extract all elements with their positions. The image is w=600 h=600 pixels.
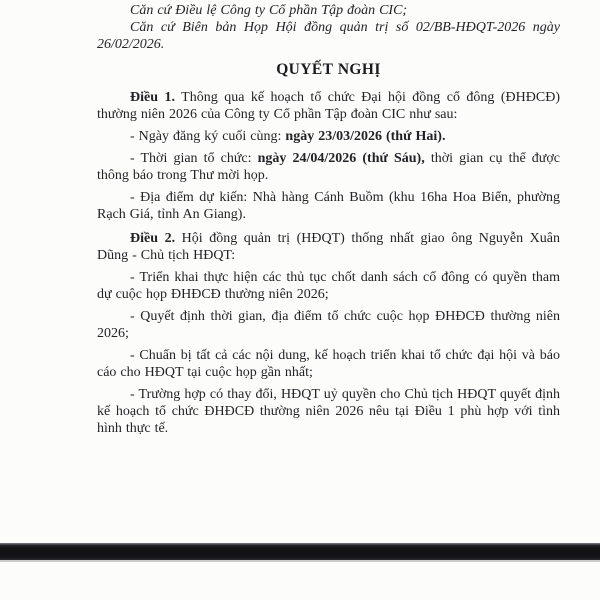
text-run: - Triển khai thực hiện các thủ tục chốt danh sách cổ đông có quyền tham dự cuộc họp ĐHĐCĐ thường niên 2026; (97, 270, 560, 302)
article-lead (97, 230, 560, 264)
document-body (97, 2, 560, 437)
bold-text-run: ngày 24/04/2026 (thứ Sáu), (257, 151, 425, 166)
text-run: Hội đồng quản trị (HĐQT) thống nhất giao ông Nguyễn Xuân Dũng - Chủ tịch HĐQT: (97, 231, 561, 263)
bold-text-run: ngày 23/03/2026 (thứ Hai). (285, 129, 446, 144)
bold-text-run: Điều 1. (130, 90, 175, 105)
article-lead (97, 89, 560, 123)
text-run: thời gian cụ thể được thông báo trong Thư mời họp. (97, 151, 560, 183)
text-run: - Thời gian tổ chức: (130, 151, 258, 166)
text-run: Thông qua kế hoạch tổ chức Đại hội đồng cổ đông (ĐHĐCĐ) thường niên 2026 của Công ty Cổ phần Tập đoàn CIC như sau: (97, 90, 561, 122)
scan-artifact-bar (0, 543, 600, 560)
preamble-line (97, 2, 560, 19)
text-run: - Quyết định thời gian, địa điểm tổ chức cuộc họp ĐHĐCĐ thường niên 2026; (97, 309, 560, 341)
article-item (97, 189, 560, 223)
text-run: - Trường hợp có thay đổi, HĐQT uỷ quyền cho Chủ tịch HĐQT quyết định kế hoạch tổ chức ĐHĐCĐ thường niên 2026 nêu tại Điều 1 phù hợp với tình hình thực tế. (97, 387, 560, 436)
article-item (97, 269, 560, 303)
text-run: Căn cứ Biên bản Họp Hội đồng quản trị số 02/BB-HĐQT-2026 ngày 26/02/2026. (97, 20, 560, 52)
article-item (97, 308, 560, 342)
document-title: QUYẾT NGHỊ (276, 61, 381, 78)
articles-section (97, 89, 560, 437)
text-run: Căn cứ Điều lệ Công ty Cổ phần Tập đoàn CIC; (130, 3, 408, 18)
text-run: - Chuẩn bị tất cả các nội dung, kế hoạch triển khai tổ chức đại hội và báo cáo cho HĐQT tại cuộc họp gần nhất; (97, 348, 560, 380)
article-item (97, 386, 560, 437)
text-run: - Ngày đăng ký cuối cùng: (130, 129, 286, 144)
article-item (97, 150, 560, 184)
preamble-line (97, 19, 560, 53)
article-item (97, 347, 560, 381)
article-item (97, 128, 560, 145)
text-run: - Địa điểm dự kiến: Nhà hàng Cánh Buồm (khu 16ha Hoa Biển, phường Rạch Giá, tỉnh An Giang). (97, 190, 560, 222)
bold-text-run: Điều 2. (130, 231, 176, 246)
preamble-section (97, 2, 560, 53)
